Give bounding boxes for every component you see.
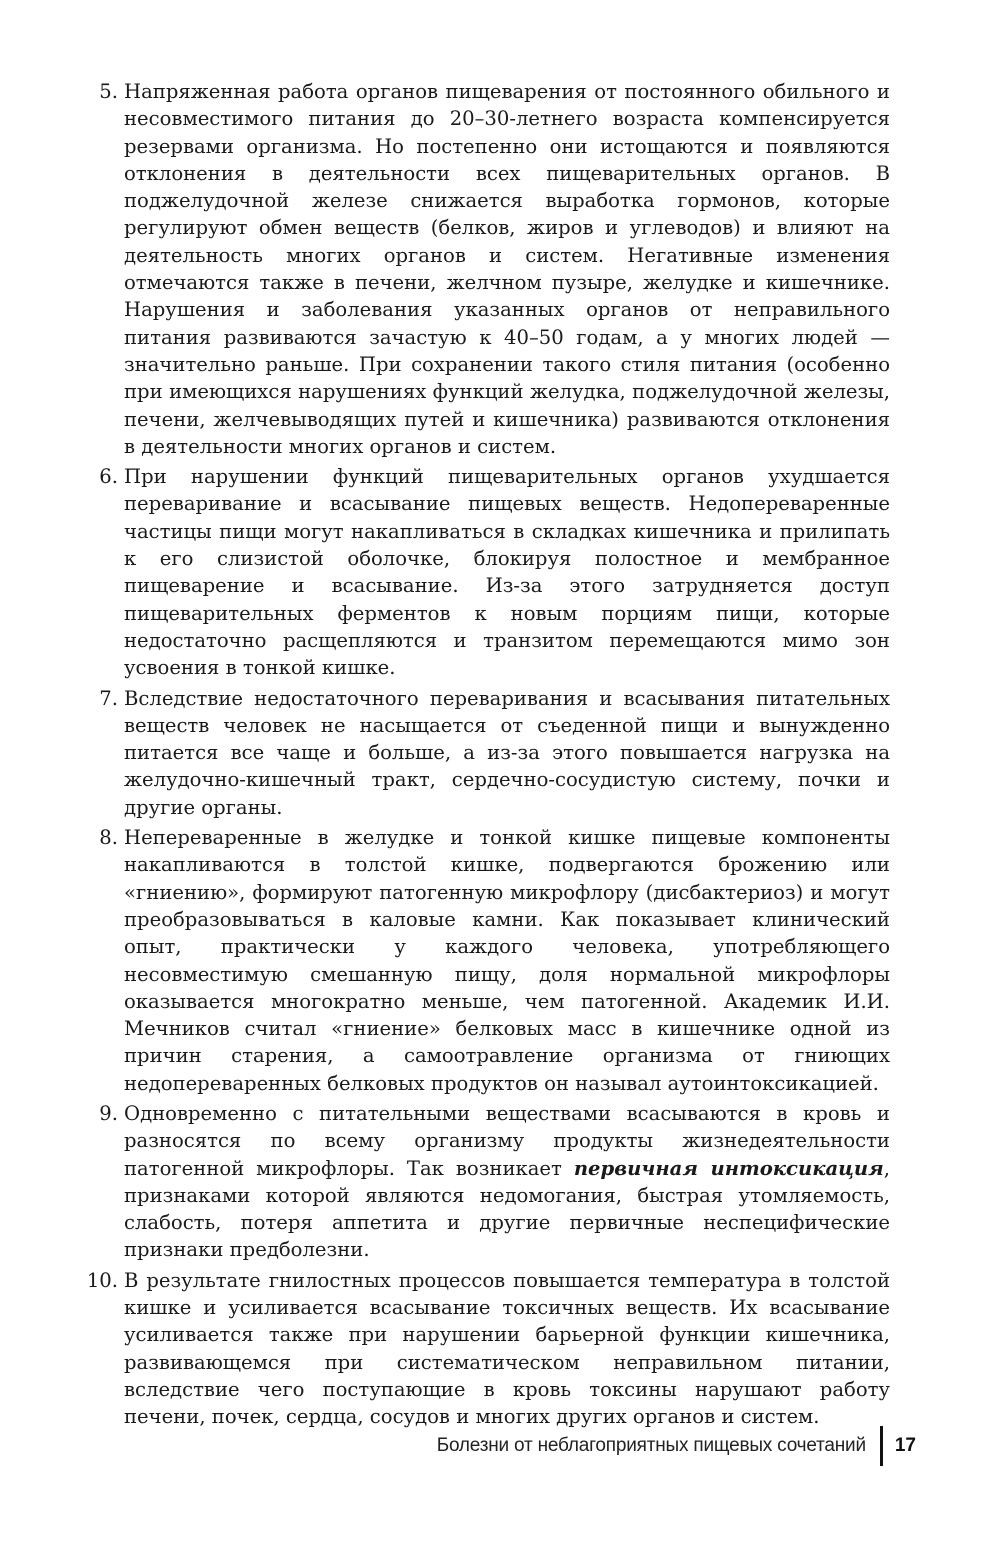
list-item-number: 5.	[99, 80, 118, 103]
list-item-text: Напряженная работа органов пищеварения от постоянного обильного и несовместимого питания до 20–30-летнего возраста компенсируется резервами организма. Но постепенно они истощаются и появляются отклонения в деятельности всех пищеварительных органов. В поджелудочной железе снижается выработка гормонов, которые регулируют обмен веществ (белков, жиров и углеводов) и влияют на деятельность многих органов и систем. Негативные изменения отмечаются также в печени, желчном пузыре, желудке и кишечнике. Нарушения и заболевания указанных органов от неправильного питания развиваются зачастую к 40–50 годам, а у многих людей — значительно раньше. При сохранении такого стиля питания (особенно при имеющихся нарушениях функций желудка, поджелудочной железы, печени, желчевыводящих путей и кишечника) развиваются отклонения в деятельности многих органов и систем.	[124, 80, 890, 458]
list-item-number: 6.	[99, 465, 118, 489]
page-footer	[437, 1429, 916, 1463]
running-title: Болезни от неблагоприятных пищевых сочетаний	[436, 1435, 866, 1456]
list-item-text: В результате гнилостных процессов повышается температура в толстой кишке и усиливается всасывание токсичных веществ. Их всасывание усиливается также при нарушении барьерной функции кишечника, развивающемся при систематическом неправильном питании, вследствие чего поступающие в кровь токсины нарушают работу печени, почек, сердца, сосудов и многих других органов и систем.	[124, 1268, 890, 1429]
list-item	[78, 78, 890, 460]
list-item-text-after: , признаками которой являются недомогания, быстрая утомляемость, слабость, потеря аппетита и другие первичные неспецифические признаки предболезни.	[124, 1156, 890, 1262]
numbered-list	[78, 78, 890, 1434]
list-item	[78, 824, 890, 1097]
page-number: 17	[894, 1435, 916, 1456]
list-item-number: 7.	[99, 686, 118, 710]
list-item	[78, 1100, 890, 1264]
list-item	[78, 1267, 890, 1431]
list-item-number: 10.	[86, 1268, 118, 1292]
list-item-text: Вследствие недостаточного переваривания и всасывания питательных веществ человек не насыщается от съеденной пищи и вынужденно питается все чаще и больше, а из-за этого повышается нагрузка на желудочно-кишечный тракт, сердечно-сосудистую систему, почки и другие органы.	[124, 686, 890, 819]
list-item-number: 9.	[99, 1101, 118, 1125]
list-item-number: 8.	[99, 826, 118, 850]
list-item-text: При нарушении функций пищеварительных органов ухудшается переваривание и всасывание пищевых веществ. Недопереваренные частицы пищи могут накапливаться в складках кишечника и прилипать к его слизистой оболочке, блокируя полостное и мембранное пищеварение и всасывание. Из-за этого затрудняется доступ пищеварительных ферментов к новым порциям пищи, которые недостаточно расщепляются и транзитом перемещаются мимо зон усвоения в тонкой кишке.	[124, 465, 890, 680]
list-item-text-before: Одновременно с питательными веществами всасываются в кровь и разносятся по всему организму продукты жизнедеятельности патогенной микрофлоры. Так возникает	[124, 1101, 890, 1180]
emphasized-term: первичная интоксикация	[573, 1156, 884, 1180]
list-item	[78, 685, 890, 821]
list-item	[78, 463, 890, 681]
list-item-text: Непереваренные в желудке и тонкой кишке пищевые компоненты накапливаются в толстой кишке, подвергаются брожению или «гниению», формируют патогенную микрофлору (дисбактериоз) и могут преобразовываться в каловые камни. Как показывает клинический опыт, практически у каждого человека, употребляющего несовместимую смешанную пищу, доля нормальной микрофлоры оказывается многократно меньше, чем патогенной. Академик И.И. Мечников считал «гниение» белковых масс в кишечнике одной из причин старения, а самоотравление организма от гниющих недопереваренных белковых продуктов он называл аутоинтоксикацией.	[124, 826, 890, 1095]
footer-divider	[880, 1426, 883, 1466]
list-item-text	[124, 1100, 890, 1264]
